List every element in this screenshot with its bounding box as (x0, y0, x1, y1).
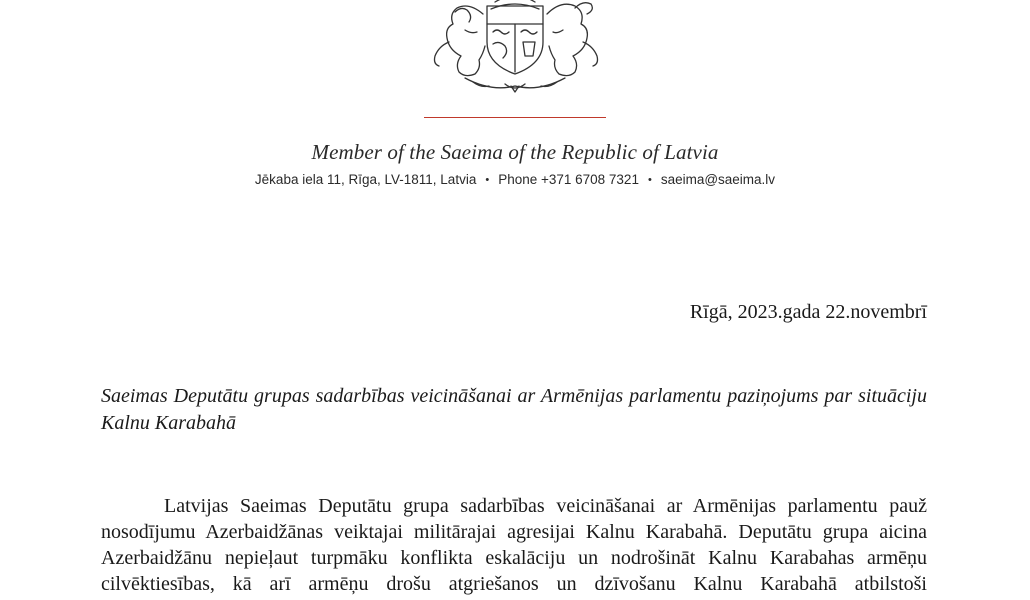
coat-of-arms-icon (425, 0, 605, 94)
letter-date: Rīgā, 2023.gada 22.novembrī (689, 301, 927, 323)
letter-body (101, 493, 927, 597)
accent-divider (424, 117, 606, 118)
body-line: nosodījumu Azerbaidžānas veiktajai militārajai agresijai Kalnu Karabahā. Deputātu grupa aicina (101, 521, 927, 543)
bullet-separator: • (485, 174, 490, 186)
bullet-separator: • (647, 174, 652, 186)
body-line: Latvijas Saeimas Deputātu grupa sadarbības veicināšanai ar Armēnijas parlamentu pauž (164, 495, 927, 517)
body-line: Azerbaidžānu nepieļaut turpmāku konflikta eskalāciju un nodrošināt Kalnu Karabahas armēņu (101, 547, 927, 569)
address-text: Jēkaba iela 11, Rīga, LV-1811, Latvia (254, 172, 477, 187)
email-text: saeima@saeima.lv (660, 172, 776, 187)
body-line: cilvēktiesības, kā arī armēņu drošu atgriešanos un dzīvošanu Kalnu Karabahā atbilstoši (101, 573, 927, 595)
letter-subject: Saeimas Deputātu grupas sadarbības veicināšanai ar Armēnijas parlamentu paziņojums par situāciju Kalnu Karabahā (101, 385, 927, 434)
phone-text: Phone +371 6708 7321 (498, 172, 639, 187)
letterhead-contact (0, 172, 1030, 187)
letterhead-title: Member of the Saeima of the Republic of Latvia (311, 140, 719, 164)
